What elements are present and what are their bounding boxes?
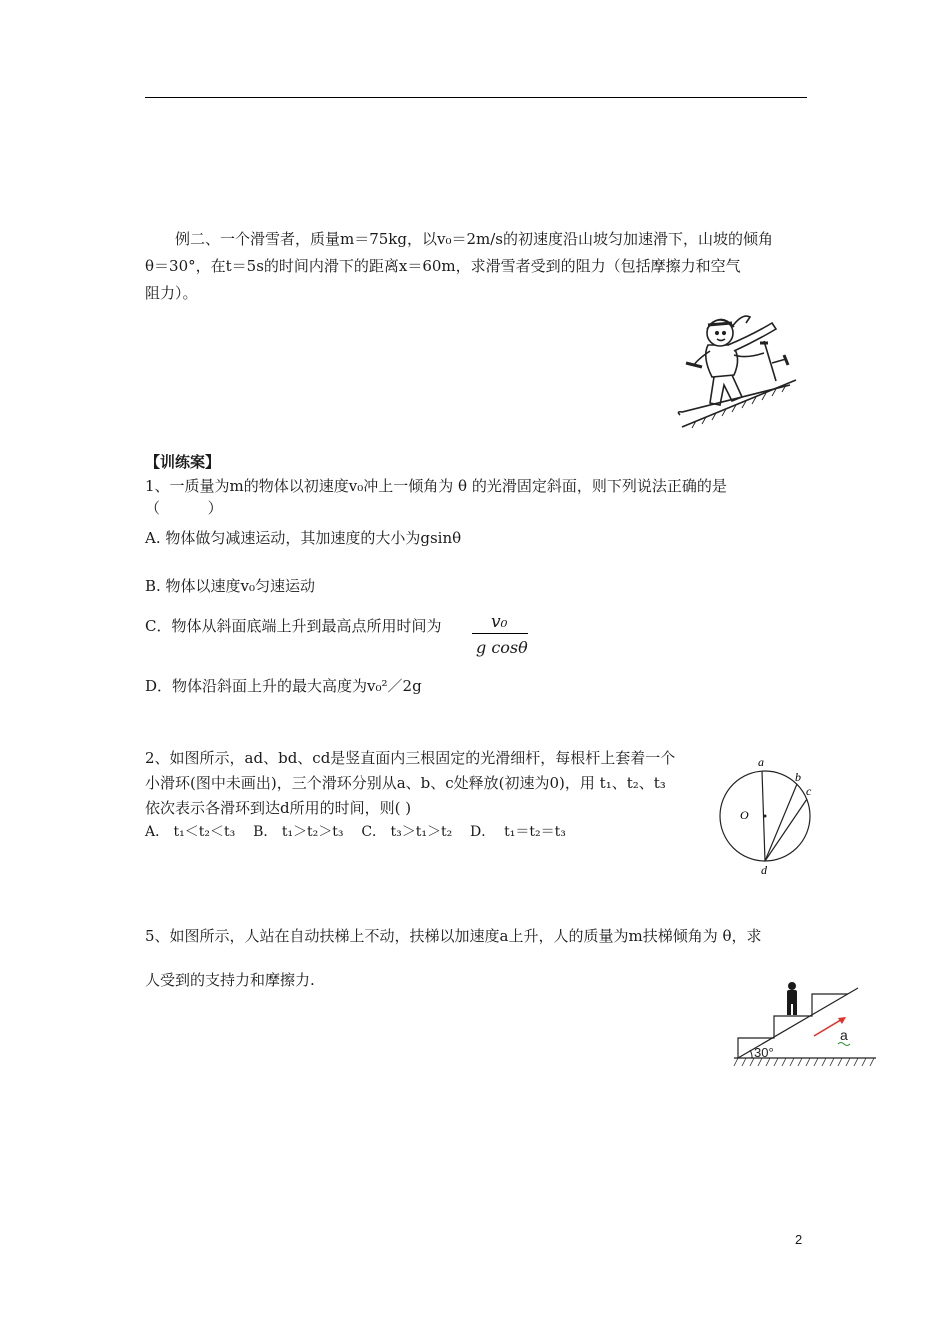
fig-label-o: O: [740, 808, 749, 822]
skier-illustration: [672, 305, 812, 430]
escalator-figure: [730, 978, 880, 1070]
header-rule: [145, 97, 807, 98]
q5-line2: 人受到的支持力和摩擦力.: [145, 971, 315, 989]
example2-line3: 阻力）。: [145, 284, 198, 302]
q1-option-c-denominator: g cosθ: [476, 638, 528, 657]
q1-option-b: B. 物体以速度v₀匀速运动: [145, 577, 316, 595]
example2-line2: θ＝30°，在t＝5s的时间内滑下的距离x＝60m，求滑雪者受到的阻力（包括摩擦力和空气: [145, 257, 741, 275]
fig-label-b: b: [795, 770, 801, 784]
q2-line1: 2、如图所示，ad、bd、cd是竖直面内三根固定的光滑细杆，每根杆上套着一个: [145, 749, 676, 767]
page-number: 2: [795, 1232, 803, 1247]
fig-accel-label: a: [840, 1027, 848, 1043]
q1-stem-line1: 1、一质量为m的物体以初速度v₀冲上一倾角为 θ 的光滑固定斜面，则下列说法正确的是: [145, 477, 727, 495]
example2-line1: 例二、一个滑雪者，质量m＝75kg，以v₀＝2m/s的初速度沿山坡匀加速滑下，山坡的倾角: [175, 230, 774, 248]
q1-option-a: A. 物体做匀减速运动，其加速度的大小为gsinθ: [145, 529, 462, 547]
fig-label-d: d: [761, 863, 767, 877]
q2-line2: 小滑环(图中未画出)，三个滑环分别从a、b、c处释放(初速为0)，用 t₁、t₂、t₃: [145, 774, 666, 792]
q1-option-c: C．物体从斜面底端上升到最高点所用时间为: [145, 617, 442, 635]
q1-fraction-bar: [472, 633, 528, 634]
q5-line1: 5、如图所示，人站在自动扶梯上不动，扶梯以加速度a上升，人的质量为m扶梯倾角为 θ，求: [145, 927, 762, 945]
circle-rods-figure: [712, 752, 822, 877]
q1-option-c-numerator: v₀: [491, 612, 508, 632]
q2-line3: 依次表示各滑环到达d所用的时间，则( ): [145, 799, 412, 817]
q1-option-d: D．物体沿斜面上升的最大高度为v₀²／2g: [145, 677, 422, 695]
fig-label-c: c: [806, 784, 812, 798]
fig-label-a: a: [758, 755, 764, 769]
training-heading: 【训练案】: [145, 453, 221, 471]
q1-stem-line2: （ ）: [145, 499, 223, 517]
fig-angle-label: 30°: [754, 1045, 774, 1060]
q2-options: A． t₁＜t₂＜t₃ B． t₁＞t₂＞t₃ C． t₃＞t₁＞t₂ D． t₁＝t₂＝t₃: [145, 824, 566, 840]
